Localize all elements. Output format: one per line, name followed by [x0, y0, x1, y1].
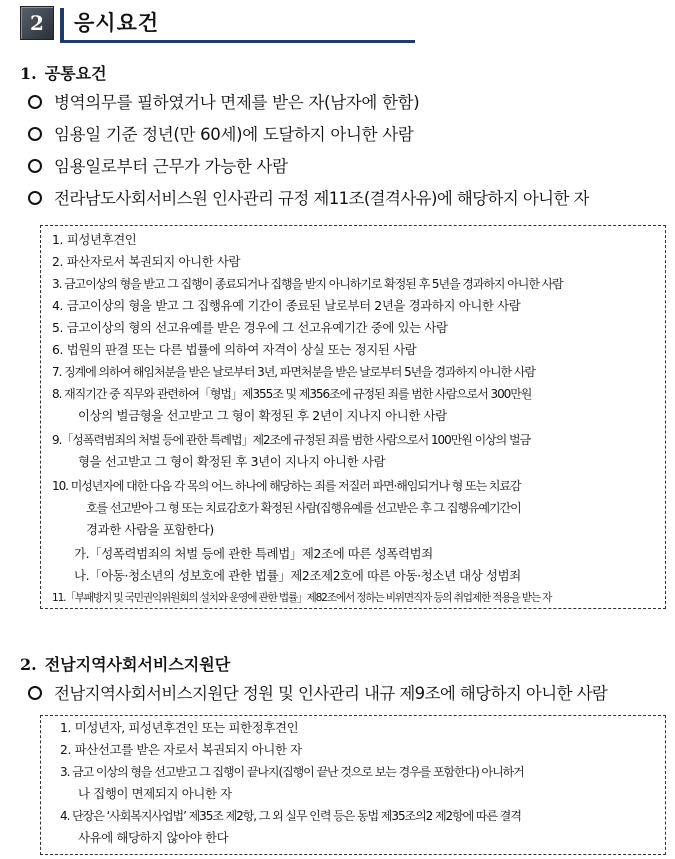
- circle-bullet-icon: [28, 686, 42, 700]
- section-number-badge: 2: [20, 6, 54, 40]
- list-item: 11.「부패방지 및 국민권익위원회의 설치와 운영에 관한 법률」제82조에서 정하는 비위면직자 등의 취업제한 적용을 받는 자: [52, 592, 552, 604]
- header-accent-bar: [60, 8, 64, 40]
- subsection-title-jeonnam: [20, 655, 230, 675]
- list-item: 1. 피성년후견인: [52, 232, 137, 247]
- requirement-bullet: [28, 188, 589, 210]
- list-item: 5. 금고이상의 형의 선고유예를 받은 경우에 그 선고유예기간 중에 있는 사람: [52, 320, 448, 335]
- list-item: 2. 파산선고를 받은 자로서 복권되지 아니한 자: [60, 742, 302, 757]
- requirement-text: 전라남도사회서비스원 인사관리 규정 제11조(결격사유)에 해당하지 아니한 자: [54, 189, 589, 208]
- list-item-continuation: 사유에 해당하지 않아야 한다: [78, 830, 229, 845]
- list-item: 3. 금고 이상의 형을 선고받고 그 집행이 끝나지(집행이 끝난 것으로 보는 경우를 포함한다) 아니하거: [60, 765, 524, 779]
- list-item: 9.「성폭력범죄의 처벌 등에 관한 특례법」제2조에 규정된 죄를 범한 사람으로서 100만원 이상의 벌금: [52, 433, 531, 447]
- list-item: 3. 금고이상의 형을 받고 그 집행이 종료되거나 집행을 받지 아니하기로 확정된 후 5년을 경과하지 아니한 사람: [52, 277, 563, 291]
- list-item: 4. 단장은 ‘사회복지사업법’ 제35조 제2항, 그 외 실무 인력 등은 동법 제35조의2 제2항에 따른 결격: [60, 809, 521, 823]
- list-item-continuation: 호를 선고받아 그 형 또는 치료감호가 확정된 사람(집행유예를 선고받은 후 그 집행유예기간이: [86, 501, 521, 515]
- subsection-label: 전남지역사회서비스지원단: [44, 655, 231, 674]
- circle-bullet-icon: [28, 127, 42, 141]
- list-item: 4. 금고이상의 형을 받고 그 집행유예 기간이 종료된 날로부터 2년을 경과하지 아니한 사람: [52, 298, 521, 313]
- list-item: 10. 미성년자에 대한 다음 각 목의 어느 하나에 해당하는 죄를 저질러 파면·해임되거나 형 또는 치료감: [52, 479, 521, 493]
- list-item-continuation: 나 집행이 면제되지 아니한 자: [78, 786, 232, 801]
- header-underline: [60, 40, 415, 43]
- subsection-label: 공통요건: [44, 64, 107, 83]
- circle-bullet-icon: [28, 159, 42, 173]
- list-item-continuation: 경과한 사람을 포함한다): [86, 522, 214, 537]
- requirement-text: 임용일로부터 근무가 가능한 사람: [54, 157, 288, 176]
- requirement-bullet: [28, 156, 288, 178]
- list-subitem: 가.「성폭력범죄의 처벌 등에 관한 특례법」제2조에 따른 성폭력범죄: [74, 546, 433, 561]
- requirement-bullet: [28, 124, 413, 146]
- list-item: 1. 미성년자, 피성년후견인 또는 피한정후견인: [60, 720, 299, 735]
- requirement-bullet: [28, 92, 419, 114]
- section-title: 응시요건: [74, 11, 160, 35]
- requirement-text: 임용일 기준 정년(만 60세)에 도달하지 아니한 사람: [54, 125, 414, 144]
- requirement-text: 전남지역사회서비스지원단 정원 및 인사관리 내규 제9조에 해당하지 아니한 사람: [54, 684, 608, 703]
- requirement-text: 병역의무를 필하였거나 면제를 받은 자(남자에 한함): [54, 93, 420, 112]
- list-subitem: 나.「아동·청소년의 성보호에 관한 법률」제2조제2호에 따른 아동·청소년 대상 성범죄: [74, 568, 521, 583]
- list-item: 7. 징계에 의하여 해임처분을 받은 날로부터 3년, 파면처분을 받은 날로부터 5년을 경과하지 아니한 사람: [52, 365, 535, 379]
- subsection-title-common: [20, 64, 107, 84]
- list-item: 8. 재직기간 중 직무와 관련하여「형법」제355조 및 제356조에 규정된 죄를 범한 사람으로서 300만원: [52, 387, 532, 401]
- list-item: 2. 파산자로서 복권되지 아니한 사람: [52, 254, 241, 269]
- subsection-number: 2.: [20, 655, 37, 674]
- circle-bullet-icon: [28, 191, 42, 205]
- subsection-number: 1.: [20, 64, 37, 83]
- section-header: [0, 0, 675, 45]
- circle-bullet-icon: [28, 95, 42, 109]
- requirement-bullet: [28, 683, 607, 705]
- list-item-continuation: 이상의 벌금형을 선고받고 그 형이 확정된 후 2년이 지나지 아니한 사람: [78, 408, 447, 423]
- list-item-continuation: 형을 선고받고 그 형이 확정된 후 3년이 지나지 아니한 사람: [78, 454, 386, 469]
- list-item: 6. 법원의 판결 또는 다른 법률에 의하여 자격이 상실 또는 정지된 사람: [52, 342, 417, 357]
